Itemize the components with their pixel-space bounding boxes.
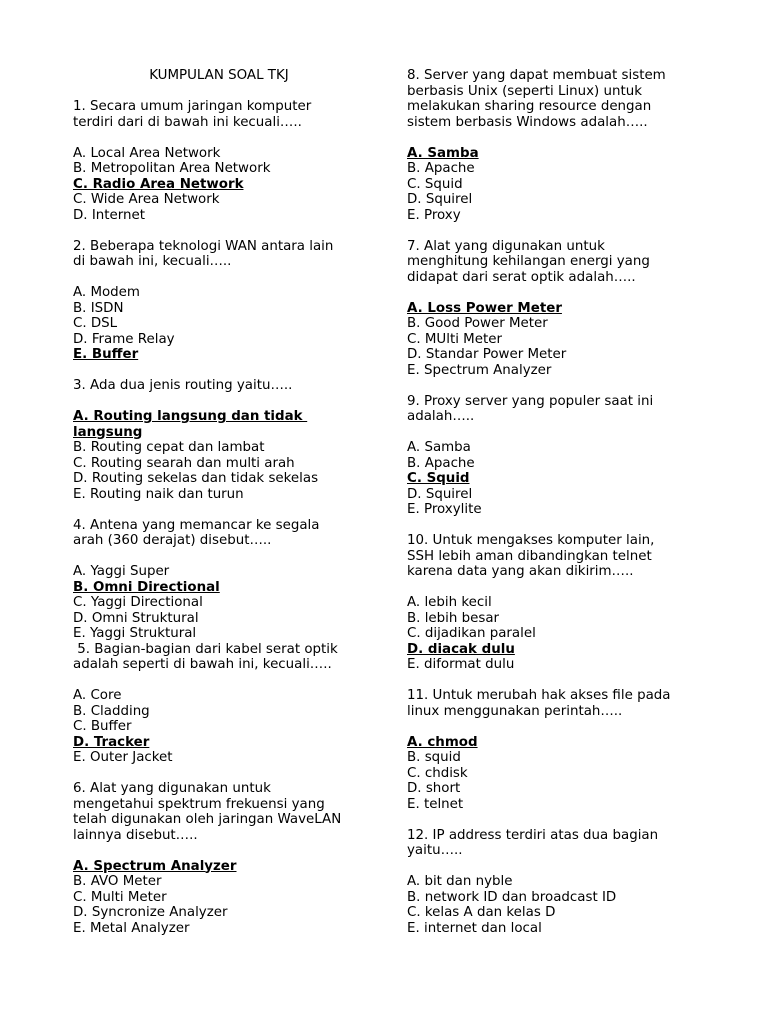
spacer [73,363,373,379]
question-text: 2. Beberapa teknologi WAN antara lain [73,238,334,254]
question-text: berbasis Unix (seperti Linux) untuk [407,83,643,99]
answer-option: B. network ID dan broadcast ID [407,889,617,905]
question-block [407,68,707,239]
answer-option-correct: A. Spectrum Analyzer [73,858,237,874]
spacer [73,270,373,286]
question-block [407,688,707,828]
spacer [73,223,373,239]
question-text: 11. Untuk merubah hak akses file pada [407,688,671,703]
question-block [407,533,707,688]
answer-option: C. Yaggi Directional [73,595,203,610]
question-text: karena data yang akan dikirim….. [407,564,634,579]
question-block [407,394,707,534]
spacer [73,394,373,410]
spacer [407,425,707,441]
question-text: di bawah ini, kecuali….. [73,254,232,269]
answer-option: A. Modem [73,285,140,300]
question-block [73,239,373,379]
answer-option: E. Proxy [407,207,461,223]
answer-option: C. Buffer [73,719,132,734]
spacer [407,285,707,301]
spacer [73,502,373,518]
question-text: didapat dari serat optik adalah….. [407,269,636,285]
question-text: linux menggunakan perintah….. [407,703,623,719]
answer-option-correct: A. Samba [407,145,479,161]
question-text: 4. Antena yang memancar ke segala [73,517,320,533]
answer-option: D. Routing sekelas dan tidak sekelas [73,471,319,486]
question-block [73,642,373,782]
answer-option: A. Local Area Network [73,145,221,161]
answer-option: C. dijadikan paralel [407,626,536,641]
question-block [73,781,373,936]
question-text: telah digunakan oleh jaringan WaveLAN [73,812,342,827]
answer-option: C. chdisk [407,765,468,781]
answer-option: E. Metal Analyzer [73,920,190,936]
question-text: 10. Untuk mengakses komputer lain, [407,533,655,548]
question-block [407,828,707,937]
spacer [73,673,373,689]
spacer [73,549,373,565]
answer-option: D. Squirel [407,486,473,502]
answer-option: E. Routing naik dan turun [73,486,244,502]
answer-option: C. Wide Area Network [73,192,220,207]
answer-option: E. internet dan local [407,920,542,936]
answer-option-correct: D. Tracker [73,734,150,750]
answer-option: E. Spectrum Analyzer [407,362,552,378]
answer-option: A. Samba [407,440,471,455]
answer-option: D. Syncronize Analyzer [73,905,228,920]
answer-option: B. Good Power Meter [407,316,548,331]
answer-option: E. diformat dulu [407,657,515,672]
spacer [407,812,707,828]
spacer [407,673,707,689]
answer-option: C. DSL [73,316,118,331]
answer-option: B. squid [407,750,461,765]
answer-option: B. lebih besar [407,610,500,626]
question-block [73,518,373,642]
answer-option: D. Omni Struktural [73,610,199,626]
answer-option-correct: C. Squid [407,471,470,486]
answer-option: E. Yaggi Struktural [73,626,197,641]
answer-option: B. Apache [407,161,475,176]
answer-option-correct: A. chmod [407,734,478,750]
answer-option-correct: E. Buffer [73,347,139,362]
question-text: mengetahui spektrum frekuensi yang [73,796,325,812]
spacer [73,766,373,782]
answer-option: E. Outer Jacket [73,750,173,765]
spacer [407,719,707,735]
spacer [407,518,707,534]
question-text: arah (360 derajat) disebut….. [73,533,272,548]
answer-option-correct: B. Omni Directional [73,579,220,595]
answer-option: B. Cladding [73,703,150,719]
spacer [407,378,707,394]
left-column [73,68,373,936]
question-text: lainnya disebut….. [73,827,198,843]
answer-option: C. MUlti Meter [407,331,502,347]
answer-option-correct: C. Radio Area Network [73,176,244,192]
question-text: yaitu….. [407,843,463,858]
question-text: 6. Alat yang digunakan untuk [73,781,271,796]
answer-option: B. AVO Meter [73,874,162,889]
question-text: terdiri dari di bawah ini kecuali….. [73,114,302,130]
page-title: KUMPULAN SOAL TKJ [149,68,289,83]
spacer [407,859,707,875]
question-text: 8. Server yang dapat membuat sistem [407,68,666,83]
answer-option: B. Routing cepat dan lambat [73,440,265,455]
answer-option: D. Internet [73,207,145,223]
answer-option: E. Proxylite [407,502,482,517]
answer-option: B. Metropolitan Area Network [73,161,271,176]
question-text: sistem berbasis Windows adalah….. [407,114,648,130]
answer-option: D. Standar Power Meter [407,347,567,362]
spacer [73,843,373,859]
answer-option: A. lebih kecil [407,595,492,610]
answer-option-correct: A. Routing langsung dan tidak [73,409,308,424]
answer-option: B. ISDN [73,300,124,316]
question-text: 1. Secara umum jaringan komputer [73,99,312,114]
question-text: melakukan sharing resource dengan [407,99,652,114]
spacer [407,580,707,596]
question-block [73,99,373,239]
answer-option: C. Squid [407,176,463,192]
spacer [73,130,373,146]
question-block [407,239,707,394]
question-text: menghitung kehilangan energi yang [407,254,650,269]
spacer [407,223,707,239]
answer-option-correct: A. Loss Power Meter [407,300,562,316]
answer-option: A. bit dan nyble [407,874,513,889]
answer-option: B. Apache [407,455,475,471]
question-text: adalah seperti di bawah ini, kecuali….. [73,657,332,672]
answer-option: D. Squirel [407,192,473,207]
question-text: 12. IP address terdiri atas dua bagian [407,827,659,843]
question-block [73,378,373,518]
spacer [407,130,707,146]
answer-option: C. Multi Meter [73,889,167,905]
answer-option: A. Yaggi Super [73,564,170,579]
answer-option: C. Routing searah dan multi arah [73,455,295,471]
answer-option: D. Frame Relay [73,331,175,347]
answer-option: A. Core [73,688,122,703]
question-text: 5. Bagian-bagian dari kabel serat optik [73,641,338,657]
answer-option-correct: langsung [73,424,143,440]
answer-option: D. short [407,781,461,796]
answer-option: C. kelas A dan kelas D [407,905,556,920]
question-text: SSH lebih aman dibandingkan telnet [407,548,652,564]
answer-option: E. telnet [407,796,464,812]
question-text: 7. Alat yang digunakan untuk [407,238,605,254]
answer-option-correct: D. diacak dulu [407,641,515,657]
question-text: 9. Proxy server yang populer saat ini [407,393,654,409]
question-text: adalah….. [407,409,475,424]
question-text: 3. Ada dua jenis routing yaitu….. [73,378,293,393]
right-column [407,68,707,936]
